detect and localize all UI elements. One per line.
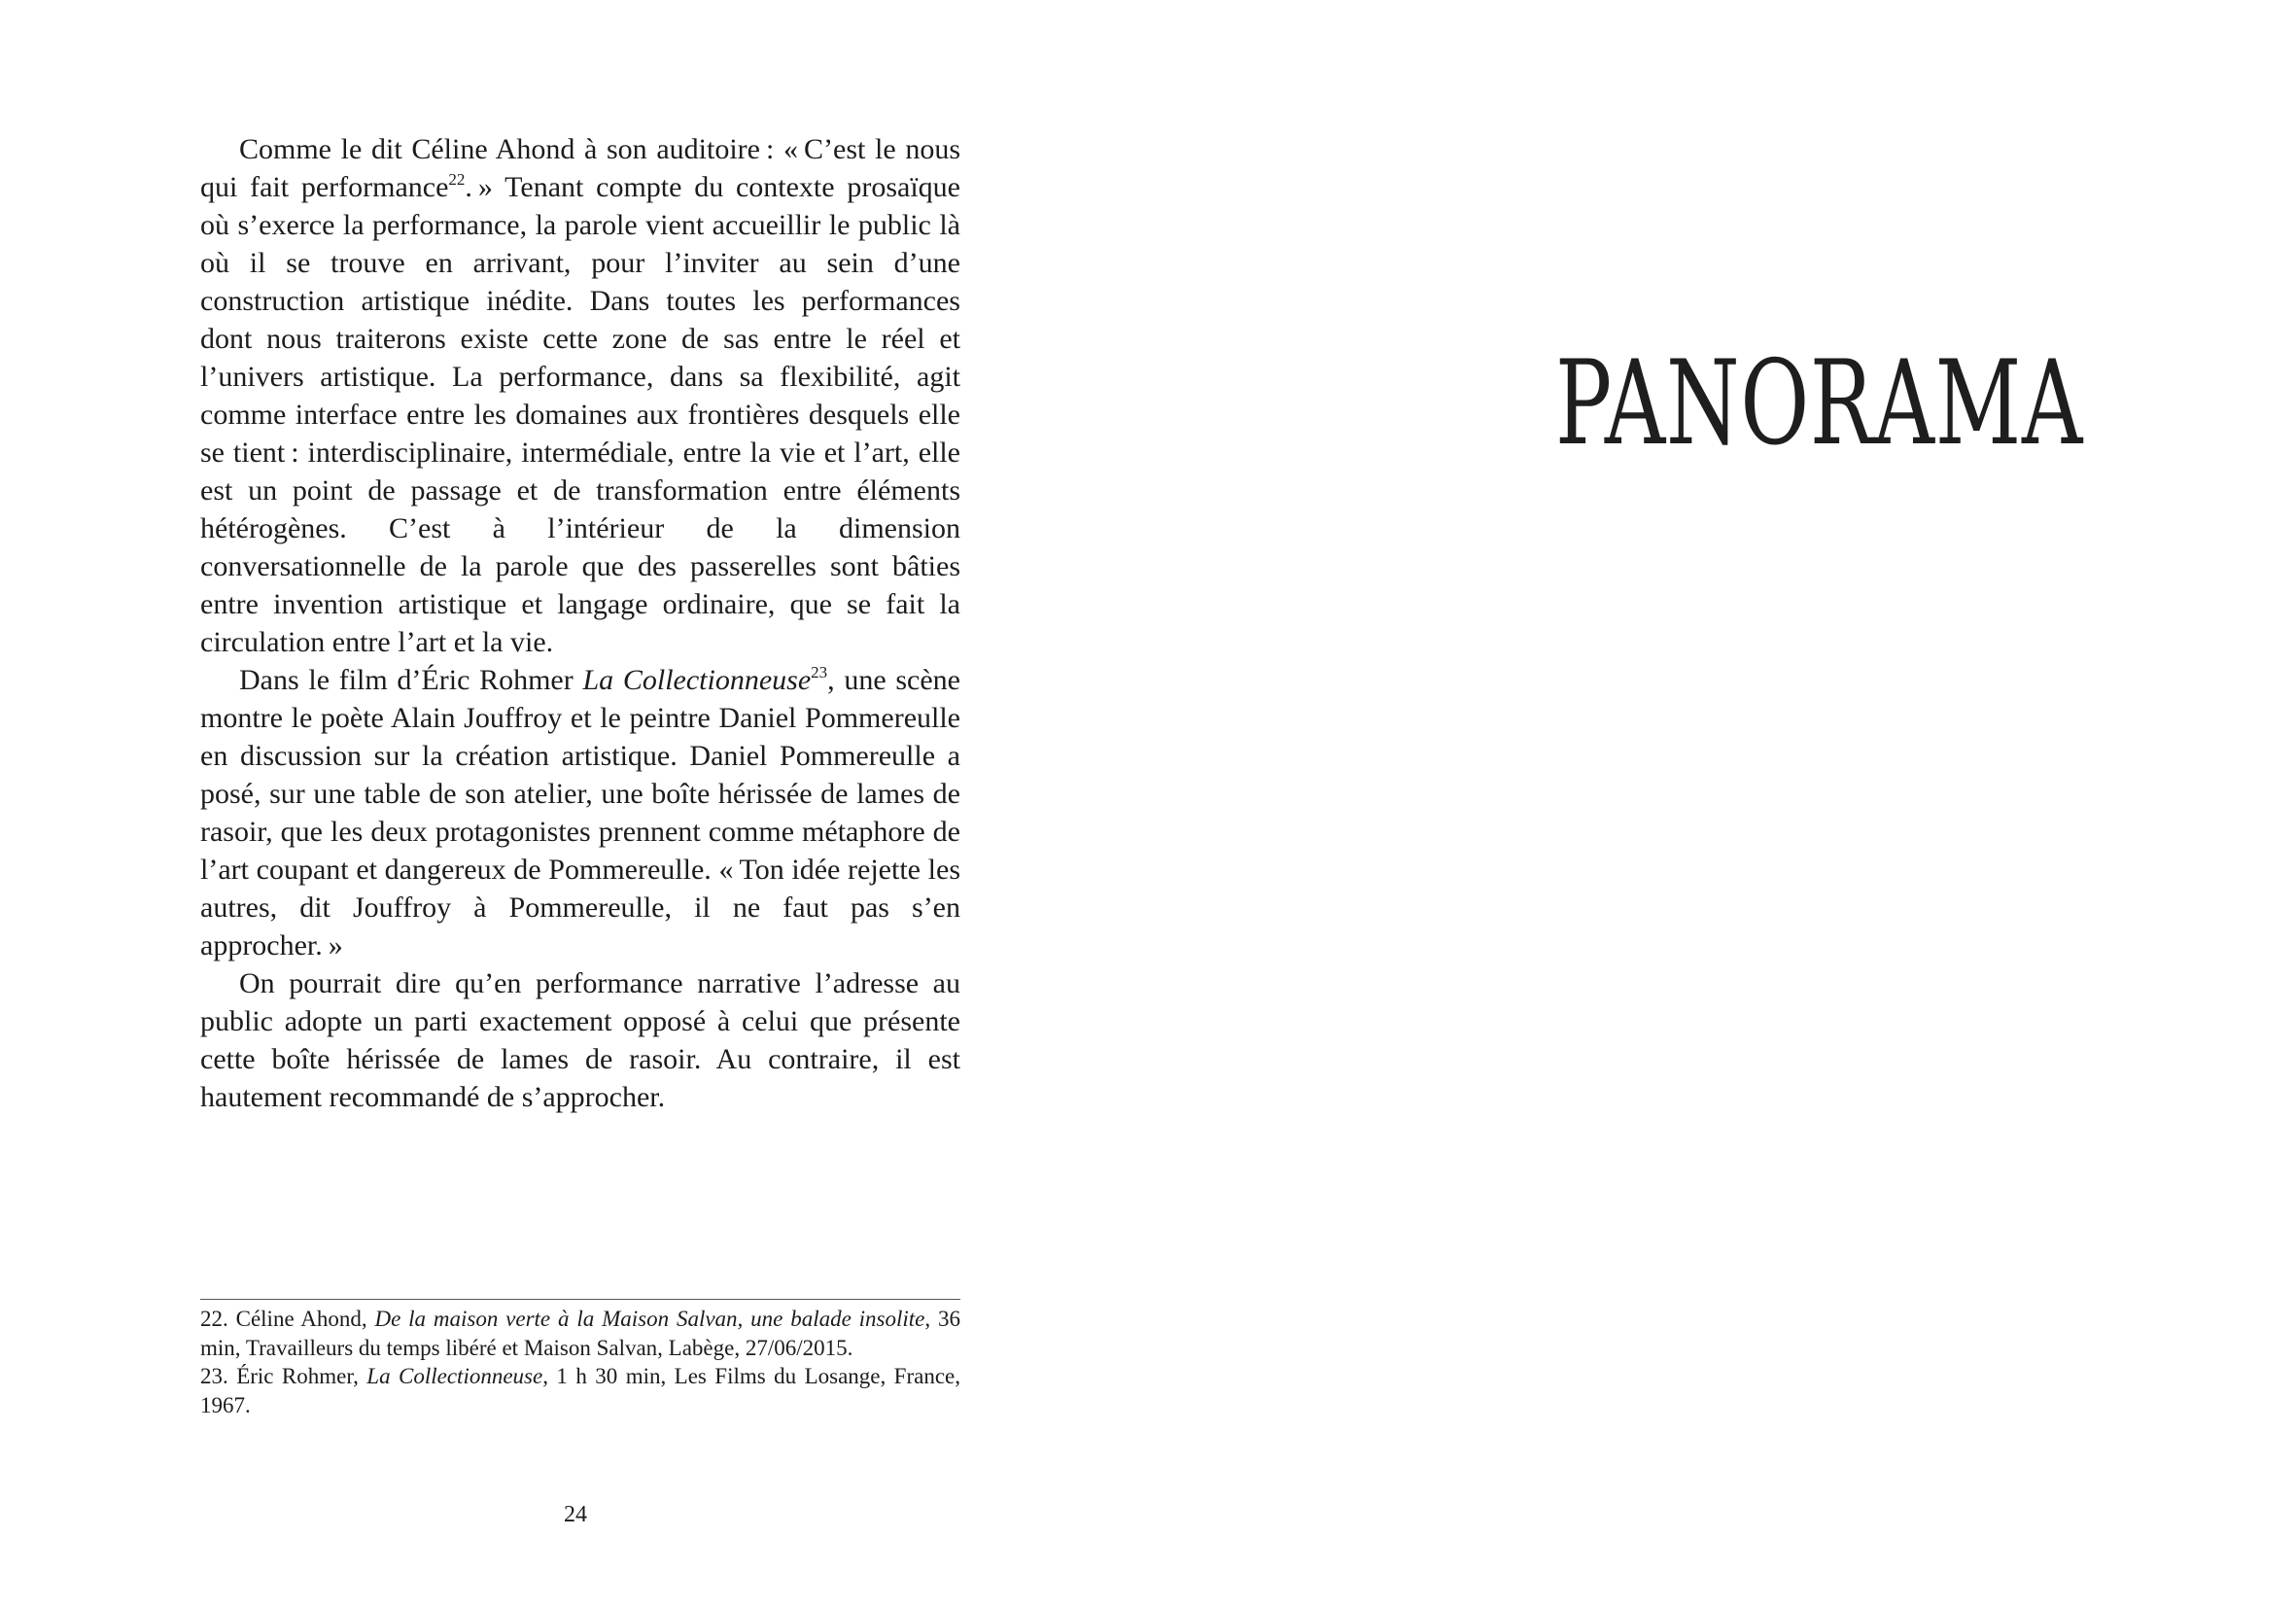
- right-page: [1148, 0, 2296, 1607]
- paragraph-2-text: Dans le film d’Éric Rohmer: [239, 664, 583, 696]
- paragraph-3: On pourrait dire qu’en performance narrative l’adresse au public adopte un parti exactement opposé à celui que présente cette boîte hérissée de lames de rasoir. Au contraire, il est hautement recommandé de s’approcher.: [200, 967, 960, 1113]
- paragraph-2-text-continued: , une scène montre le poète Alain Jouffroy et le peintre Daniel Pommereulle en discussion sur la création artistique. Daniel Pommereulle a posé, sur une table de son atelier, une boîte hérissée de lames de rasoir, que les deux protagonistes prennent comme métaphore de l’art coupant et dangereux de Pommereulle. « Ton idée rejette les autres, dit Jouffroy à Pommereulle, il ne faut pas s’en approcher. »: [200, 664, 960, 961]
- footnote-divider: [200, 1299, 960, 1300]
- paragraph-1: [200, 130, 960, 661]
- footnote-22: [200, 1305, 960, 1362]
- section-title: PANORAMA: [1555, 336, 2084, 472]
- footnote-author: Céline Ahond,: [235, 1307, 375, 1331]
- footnote-ref-22[interactable]: 22: [448, 170, 466, 189]
- footnote-title: La Collectionneuse: [366, 1364, 543, 1388]
- footnote-title: De la maison verte à la Maison Salvan, une balade insolite: [374, 1307, 925, 1331]
- footnote-number: 23.: [200, 1364, 237, 1388]
- footnote-ref-23[interactable]: 23: [811, 663, 828, 681]
- footnote-details: , 36 min, Travailleurs du temps libéré et Maison Salvan, Labège, 27/06/2015.: [200, 1307, 960, 1360]
- footnote-23: [200, 1362, 960, 1419]
- paragraph-1-text-continued: . » Tenant compte du contexte prosaïque où s’exerce la performance, la parole vient accueillir le public là où il se trouve en arrivant, pour l’inviter au sein d’une construction artistique inédite. Dans toutes les performances dont nous traiterons existe cette zone de sas entre le réel et l’univers artistique. La performance, dans sa flexibilité, agit comme interface entre les domaines aux frontières desquels elle se tient : interdisciplinaire, intermédiale, entre la vie et l’art, elle est un point de passage et de transformation entre éléments hétérogènes. C’est à l’intérieur de la dimension conversationnelle de la parole que des passerelles sont bâties entre invention artistique et langage ordinaire, que se fait la circulation entre l’art et la vie.: [200, 171, 960, 658]
- paragraph-1-text: Comme le dit Céline Ahond à son auditoire : « C’est le nous qui fait performance: [200, 133, 960, 203]
- paragraph-2: [200, 661, 960, 964]
- body-text: [200, 130, 960, 1116]
- footnotes: [200, 1305, 960, 1419]
- page-number: 24: [564, 1502, 587, 1527]
- footnote-details: , 1 h 30 min, Les Films du Losange, France, 1967.: [200, 1364, 960, 1417]
- footnote-author: Éric Rohmer,: [236, 1364, 367, 1388]
- film-title: La Collectionneuse: [582, 664, 812, 696]
- footnote-number: 22.: [200, 1307, 236, 1331]
